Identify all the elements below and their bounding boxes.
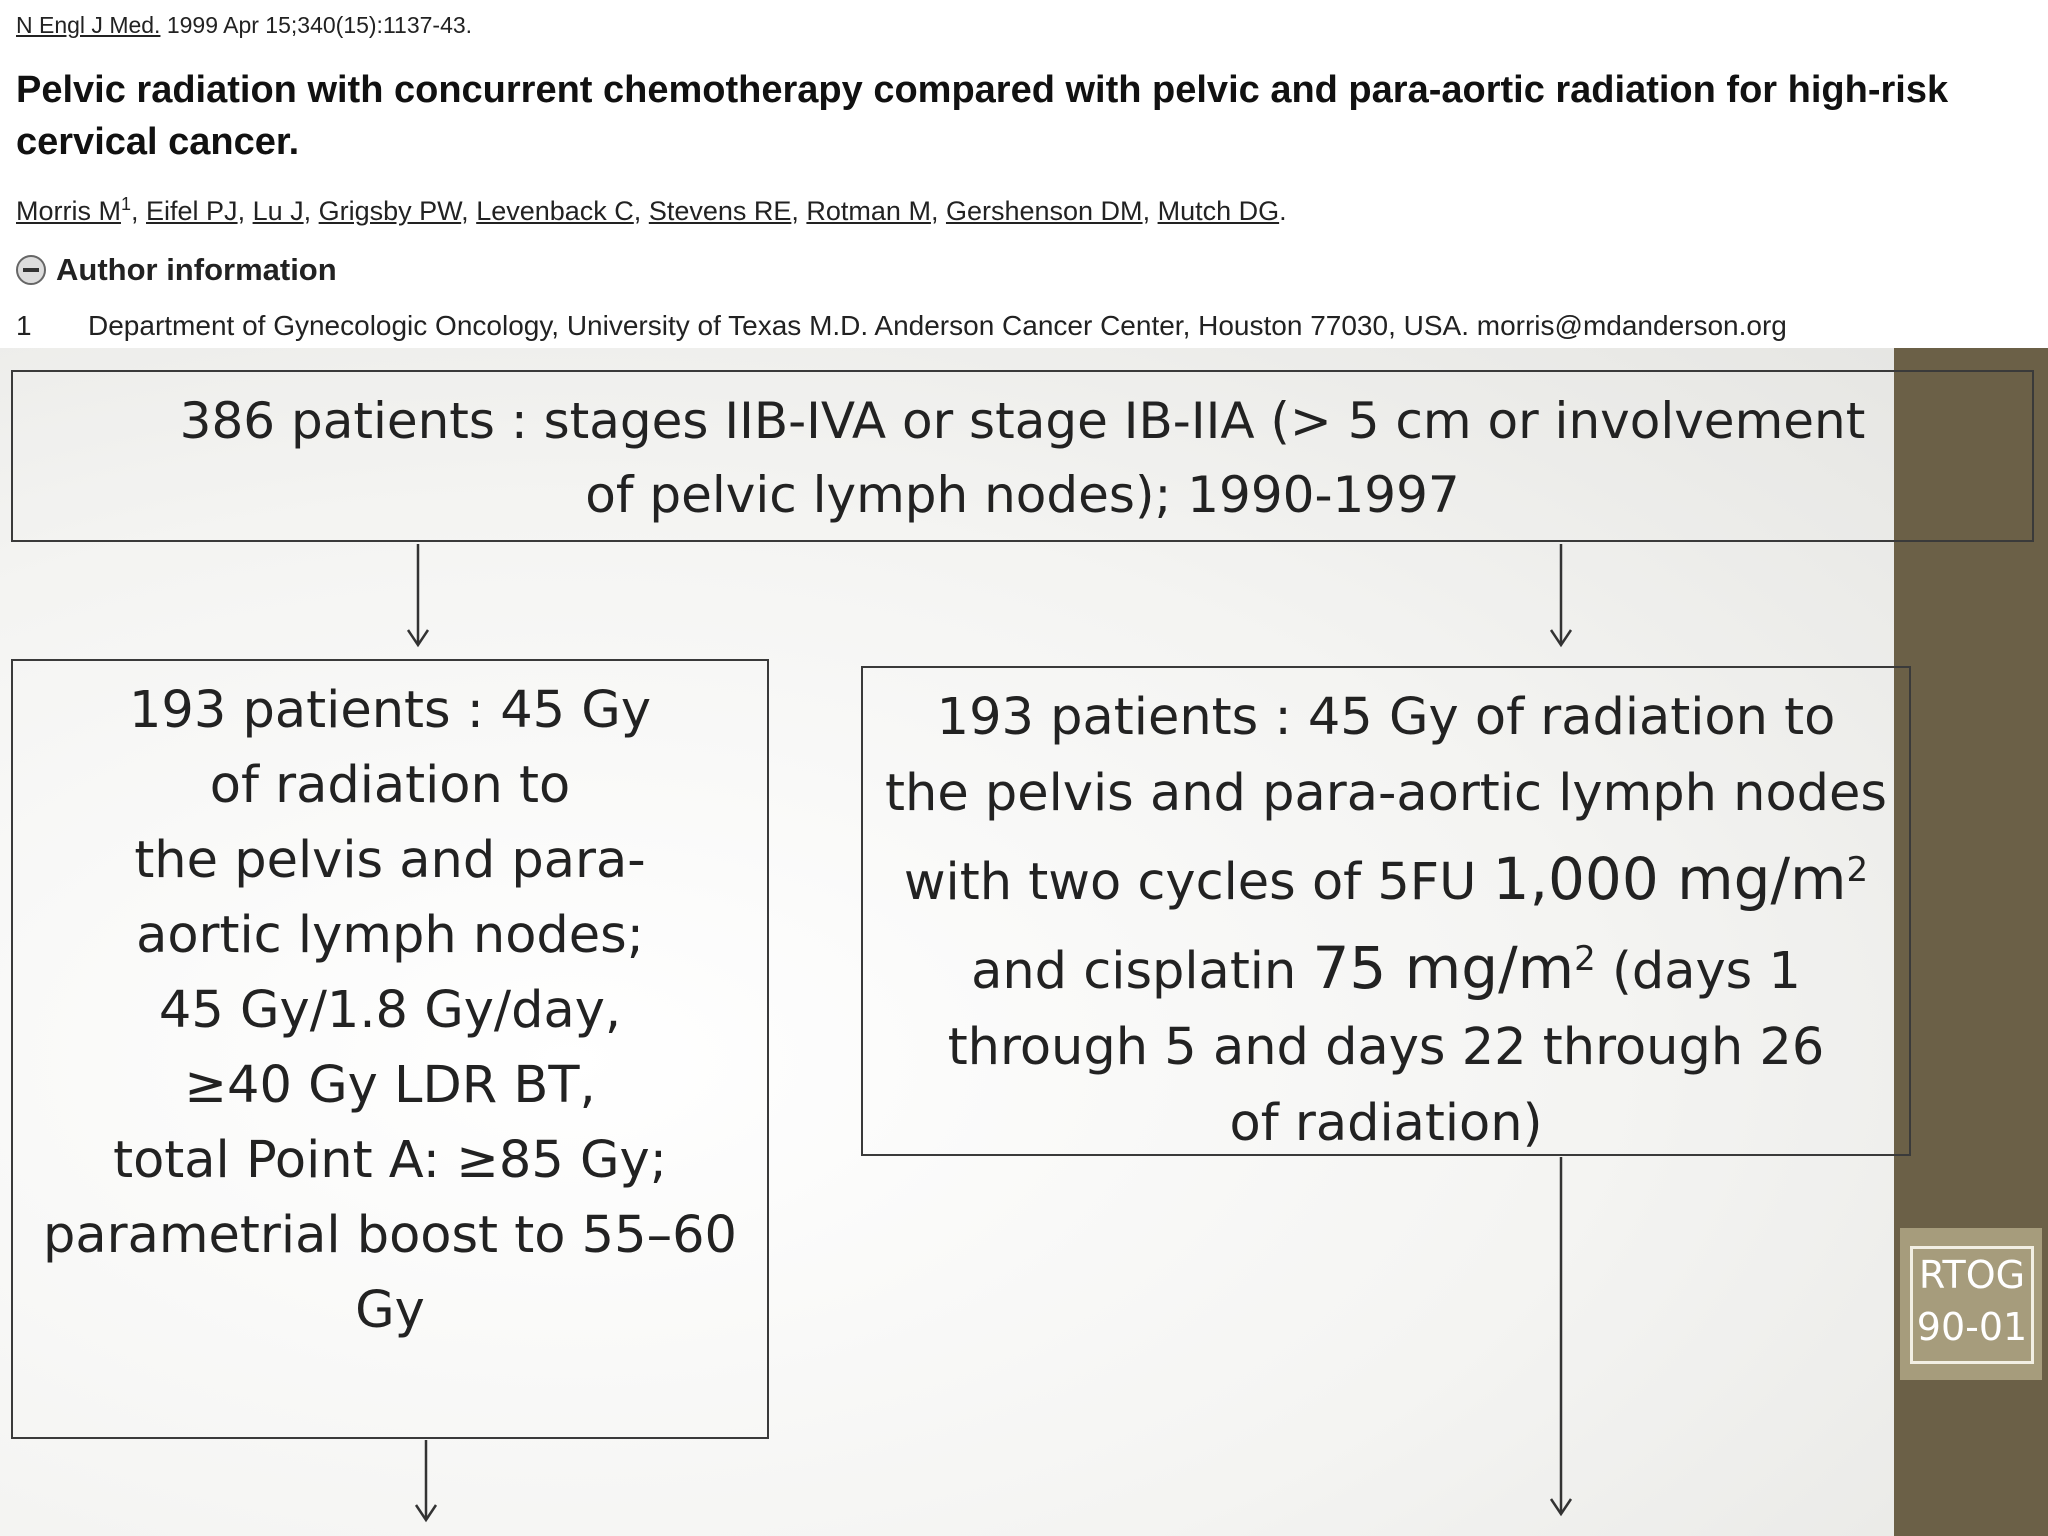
arm-radiation-line: parametrial boost to 55–60	[43, 1206, 737, 1265]
arm-chemo-line-6: of radiation)	[1229, 1094, 1543, 1153]
arm-radiation-line: 45 Gy/1.8 Gy/day,	[158, 981, 622, 1040]
arm-radiation-box	[11, 659, 769, 1439]
affiliation-text: Department of Gynecologic Oncology, University of Texas M.D. Anderson Cancer Center, Houston 77030, USA. morris@mdanderson.org	[88, 310, 1787, 341]
enrollment-box	[11, 370, 2034, 542]
author-link[interactable]: Rotman M	[806, 196, 931, 226]
author-link[interactable]: Mutch DG	[1157, 196, 1280, 226]
arm-radiation-line: ≥40 Gy LDR BT,	[184, 1056, 596, 1115]
fu-text: with two cycles of 5FU	[903, 853, 1493, 912]
author-superscript: 1	[120, 194, 131, 214]
arm-radiation-line: total Point A: ≥85 Gy;	[113, 1131, 667, 1190]
author-link[interactable]: Lu J	[252, 196, 304, 226]
arm-chemo-line-4	[863, 921, 1909, 1010]
arm-radiation-line: the pelvis and para-	[134, 831, 646, 890]
arm-radiation-line: of radiation to	[209, 756, 571, 815]
arm-chemoradiation-box	[861, 666, 1911, 1156]
affiliation-number: 1	[16, 310, 32, 341]
arm-chemo-line-1: 193 patients : 45 Gy of radiation to	[936, 688, 1836, 747]
cisplatin-days: (days 1	[1595, 942, 1801, 1001]
author-link[interactable]: Gershenson DM	[945, 196, 1143, 226]
author-info-label: Author information	[56, 252, 337, 287]
author-link[interactable]: Grigsby PW	[318, 196, 462, 226]
badge-line-1: RTOG	[1918, 1253, 2026, 1297]
cisplatin-dose: 75 mg/m	[1312, 934, 1575, 1002]
journal-link[interactable]: N Engl J Med.	[16, 12, 161, 38]
article-title: Pelvic radiation with concurrent chemotherapy compared with pelvic and para-aortic radiation for high-risk cervical cancer.	[16, 69, 1949, 163]
arm-chemo-line-3	[863, 832, 1909, 921]
cisplatin-text: and cisplatin	[971, 942, 1313, 1001]
arm-chemo-line-2: the pelvis and para-aortic lymph nodes	[885, 764, 1887, 823]
arm-radiation-line: aortic lymph nodes;	[136, 906, 644, 965]
arm-radiation-line: Gy	[355, 1281, 425, 1340]
fu-dose-sup: 2	[1846, 850, 1869, 890]
author-link[interactable]: Stevens RE	[648, 196, 792, 226]
badge-line-2: 90-01	[1916, 1305, 2028, 1349]
publication-date: 1999 Apr 15;340(15):1137-43.	[160, 12, 473, 38]
author-link[interactable]: Levenback C	[476, 196, 634, 226]
enrollment-line-2: of pelvic lymph nodes); 1990-1997	[585, 466, 1460, 524]
author-list: Morris $M^1$, Eifel PJ, Lu J, Grigsby PW, Levenback C, Stevens RE, Rotman M, Gershenson DM, Mutch DG.	[16, 194, 1287, 226]
fu-dose: 1,000 mg/m	[1492, 845, 1847, 913]
cisplatin-dose-sup: 2	[1574, 939, 1596, 979]
author-link[interactable]: Morris M	[16, 196, 121, 226]
enrollment-line-1: 386 patients : stages IIB-IVA or stage IB-IIA (> 5 cm or involvement	[179, 392, 1866, 450]
arm-chemo-line-5: through 5 and days 22 through 26	[947, 1018, 1825, 1077]
arm-radiation-line: 193 patients : 45 Gy	[128, 681, 652, 740]
author-link[interactable]: Eifel PJ	[146, 196, 238, 226]
